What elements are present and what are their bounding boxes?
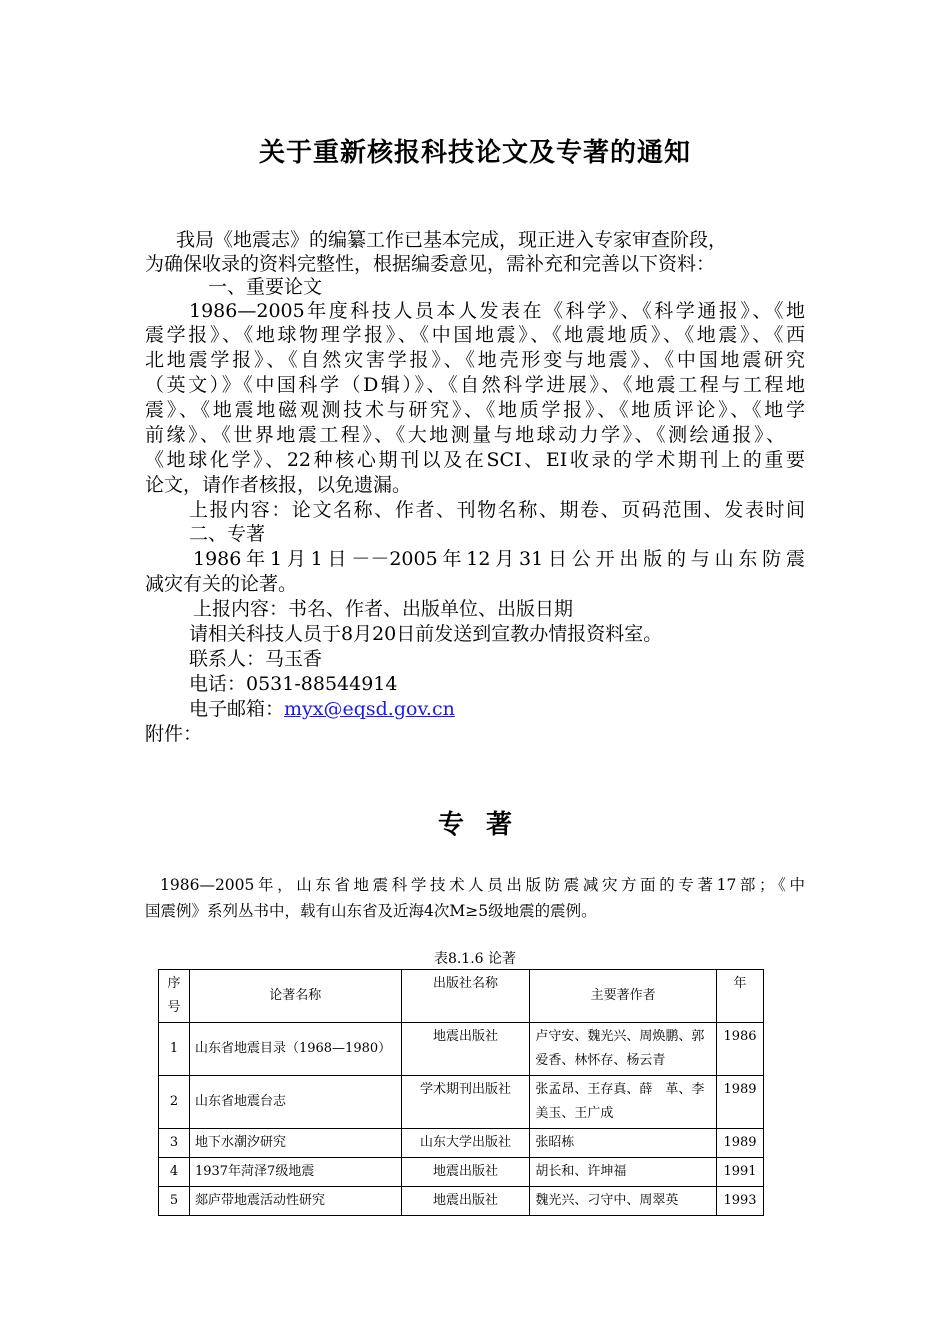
table-row <box>159 1129 764 1158</box>
row-authors: 张孟昂、王存真、薛 革、李 美玉、王广成 <box>530 1076 717 1129</box>
table-row <box>159 1023 764 1076</box>
monographs-table <box>158 969 764 1216</box>
row-name: 山东省地震目录（1968—1980） <box>189 1023 401 1076</box>
contact-email-line <box>189 697 455 722</box>
contact-person: 联系人：马玉香 <box>189 648 323 670</box>
paragraph-line: 1986年1月1日－－2005年12月31日公开出版的与山东防震 <box>193 548 805 570</box>
section-heading-monographs: 二、专著 <box>189 523 266 545</box>
table-header-row <box>159 970 764 1023</box>
paragraph-line: 震》、《地震地磁观测技术与研究》、《地质学报》、《地质评论》、《地学 <box>145 399 805 421</box>
row-no: 1 <box>159 1023 190 1076</box>
row-no: 4 <box>159 1158 190 1187</box>
row-year: 1991 <box>716 1158 763 1187</box>
email-label: 电子邮箱： <box>189 698 285 720</box>
row-year: 1989 <box>716 1076 763 1129</box>
row-publisher: 山东大学出版社 <box>401 1129 530 1158</box>
row-no: 5 <box>159 1187 190 1216</box>
table-row <box>159 1158 764 1187</box>
attachment-label: 附件： <box>145 723 203 745</box>
row-authors: 卢守安、魏光兴、周焕鹏、郭 爱香、林怀存、杨云青 <box>530 1023 717 1076</box>
header-authors: 主要著作者 <box>530 970 717 1023</box>
notice-title: 关于重新核报科技论文及专著的通知 <box>258 138 691 168</box>
paragraph-line: 上报内容：论文名称、作者、刊物名称、期卷、页码范围、发表时间 <box>189 499 805 521</box>
contact-phone: 电话：0531-88544914 <box>189 673 398 695</box>
paragraph-line: 上报内容：书名、作者、出版单位、出版日期 <box>193 598 574 620</box>
header-name: 论著名称 <box>189 970 401 1023</box>
row-authors: 胡长和、许坤福 <box>530 1158 717 1187</box>
row-year: 1993 <box>716 1187 763 1216</box>
row-publisher: 地震出版社 <box>401 1023 530 1076</box>
row-no: 2 <box>159 1076 190 1129</box>
paragraph-line: 震学报》、《地球物理学报》、《中国地震》、《地震地质》、《地震》、《西 <box>145 324 805 346</box>
row-year: 1989 <box>716 1129 763 1158</box>
table-caption: 表8.1.6 论著 <box>433 951 517 967</box>
paragraph-line: 北地震学报》、《自然灾害学报》、《地壳形变与地震》、《中国地震研究 <box>145 349 805 371</box>
row-name: 山东省地震台志 <box>189 1076 401 1129</box>
paragraph-line: 为确保收录的资料完整性，根据编委意见，需补充和完善以下资料： <box>145 253 716 275</box>
row-publisher: 地震出版社 <box>401 1158 530 1187</box>
paragraph-line: 减灾有关的论著。 <box>145 573 298 595</box>
paragraph-line: 请相关科技人员于8月20日前发送到宣教办情报资料室。 <box>189 623 663 645</box>
paragraph-line: 论文，请作者核报，以免遗漏。 <box>145 474 412 496</box>
row-name: 郯庐带地震活动性研究 <box>189 1187 401 1216</box>
table-row <box>159 1187 764 1216</box>
header-year: 年 <box>716 970 763 1023</box>
intro-line: 国震例》系列丛书中，载有山东省及近海4次M≥5级地震的震例。 <box>145 902 597 920</box>
monographs-heading: 专著 <box>437 810 534 840</box>
header-no: 序 号 <box>159 970 190 1023</box>
intro-line: 1986—2005年，山东省地震科学技术人员出版防震减灾方面的专著17部；《中 <box>160 876 805 894</box>
row-authors: 魏光兴、刁守中、周翠英 <box>530 1187 717 1216</box>
paragraph-line: 前缘》、《世界地震工程》、《大地测量与地球动力学》、《测绘通报》、 <box>145 424 785 446</box>
row-name: 地下水潮汐研究 <box>189 1129 401 1158</box>
paragraph-line: （英文）》《中国科学（D辑）》、《自然科学进展》、《地震工程与工程地 <box>145 374 805 396</box>
email-link[interactable]: myx@eqsd.gov.cn <box>284 698 455 720</box>
row-name: 1937年菏泽7级地震 <box>189 1158 401 1187</box>
row-authors: 张昭栋 <box>530 1129 717 1158</box>
row-no: 3 <box>159 1129 190 1158</box>
paragraph-line: 1986—2005年度科技人员本人发表在《科学》、《科学通报》、《地 <box>189 300 805 322</box>
row-year: 1986 <box>716 1023 763 1076</box>
row-publisher: 学术期刊出版社 <box>401 1076 530 1129</box>
row-publisher: 地震出版社 <box>401 1187 530 1216</box>
table-row <box>159 1076 764 1129</box>
section-heading-papers: 一、重要论文 <box>208 276 323 298</box>
paragraph-line: 《地球化学》、22种核心期刊以及在SCI、EI收录的学术期刊上的重要 <box>145 449 805 471</box>
paragraph-line: 我局《地震志》的编纂工作已基本完成，现正进入专家审查阶段， <box>176 229 728 251</box>
header-publisher: 出版社名称 <box>401 970 530 1023</box>
